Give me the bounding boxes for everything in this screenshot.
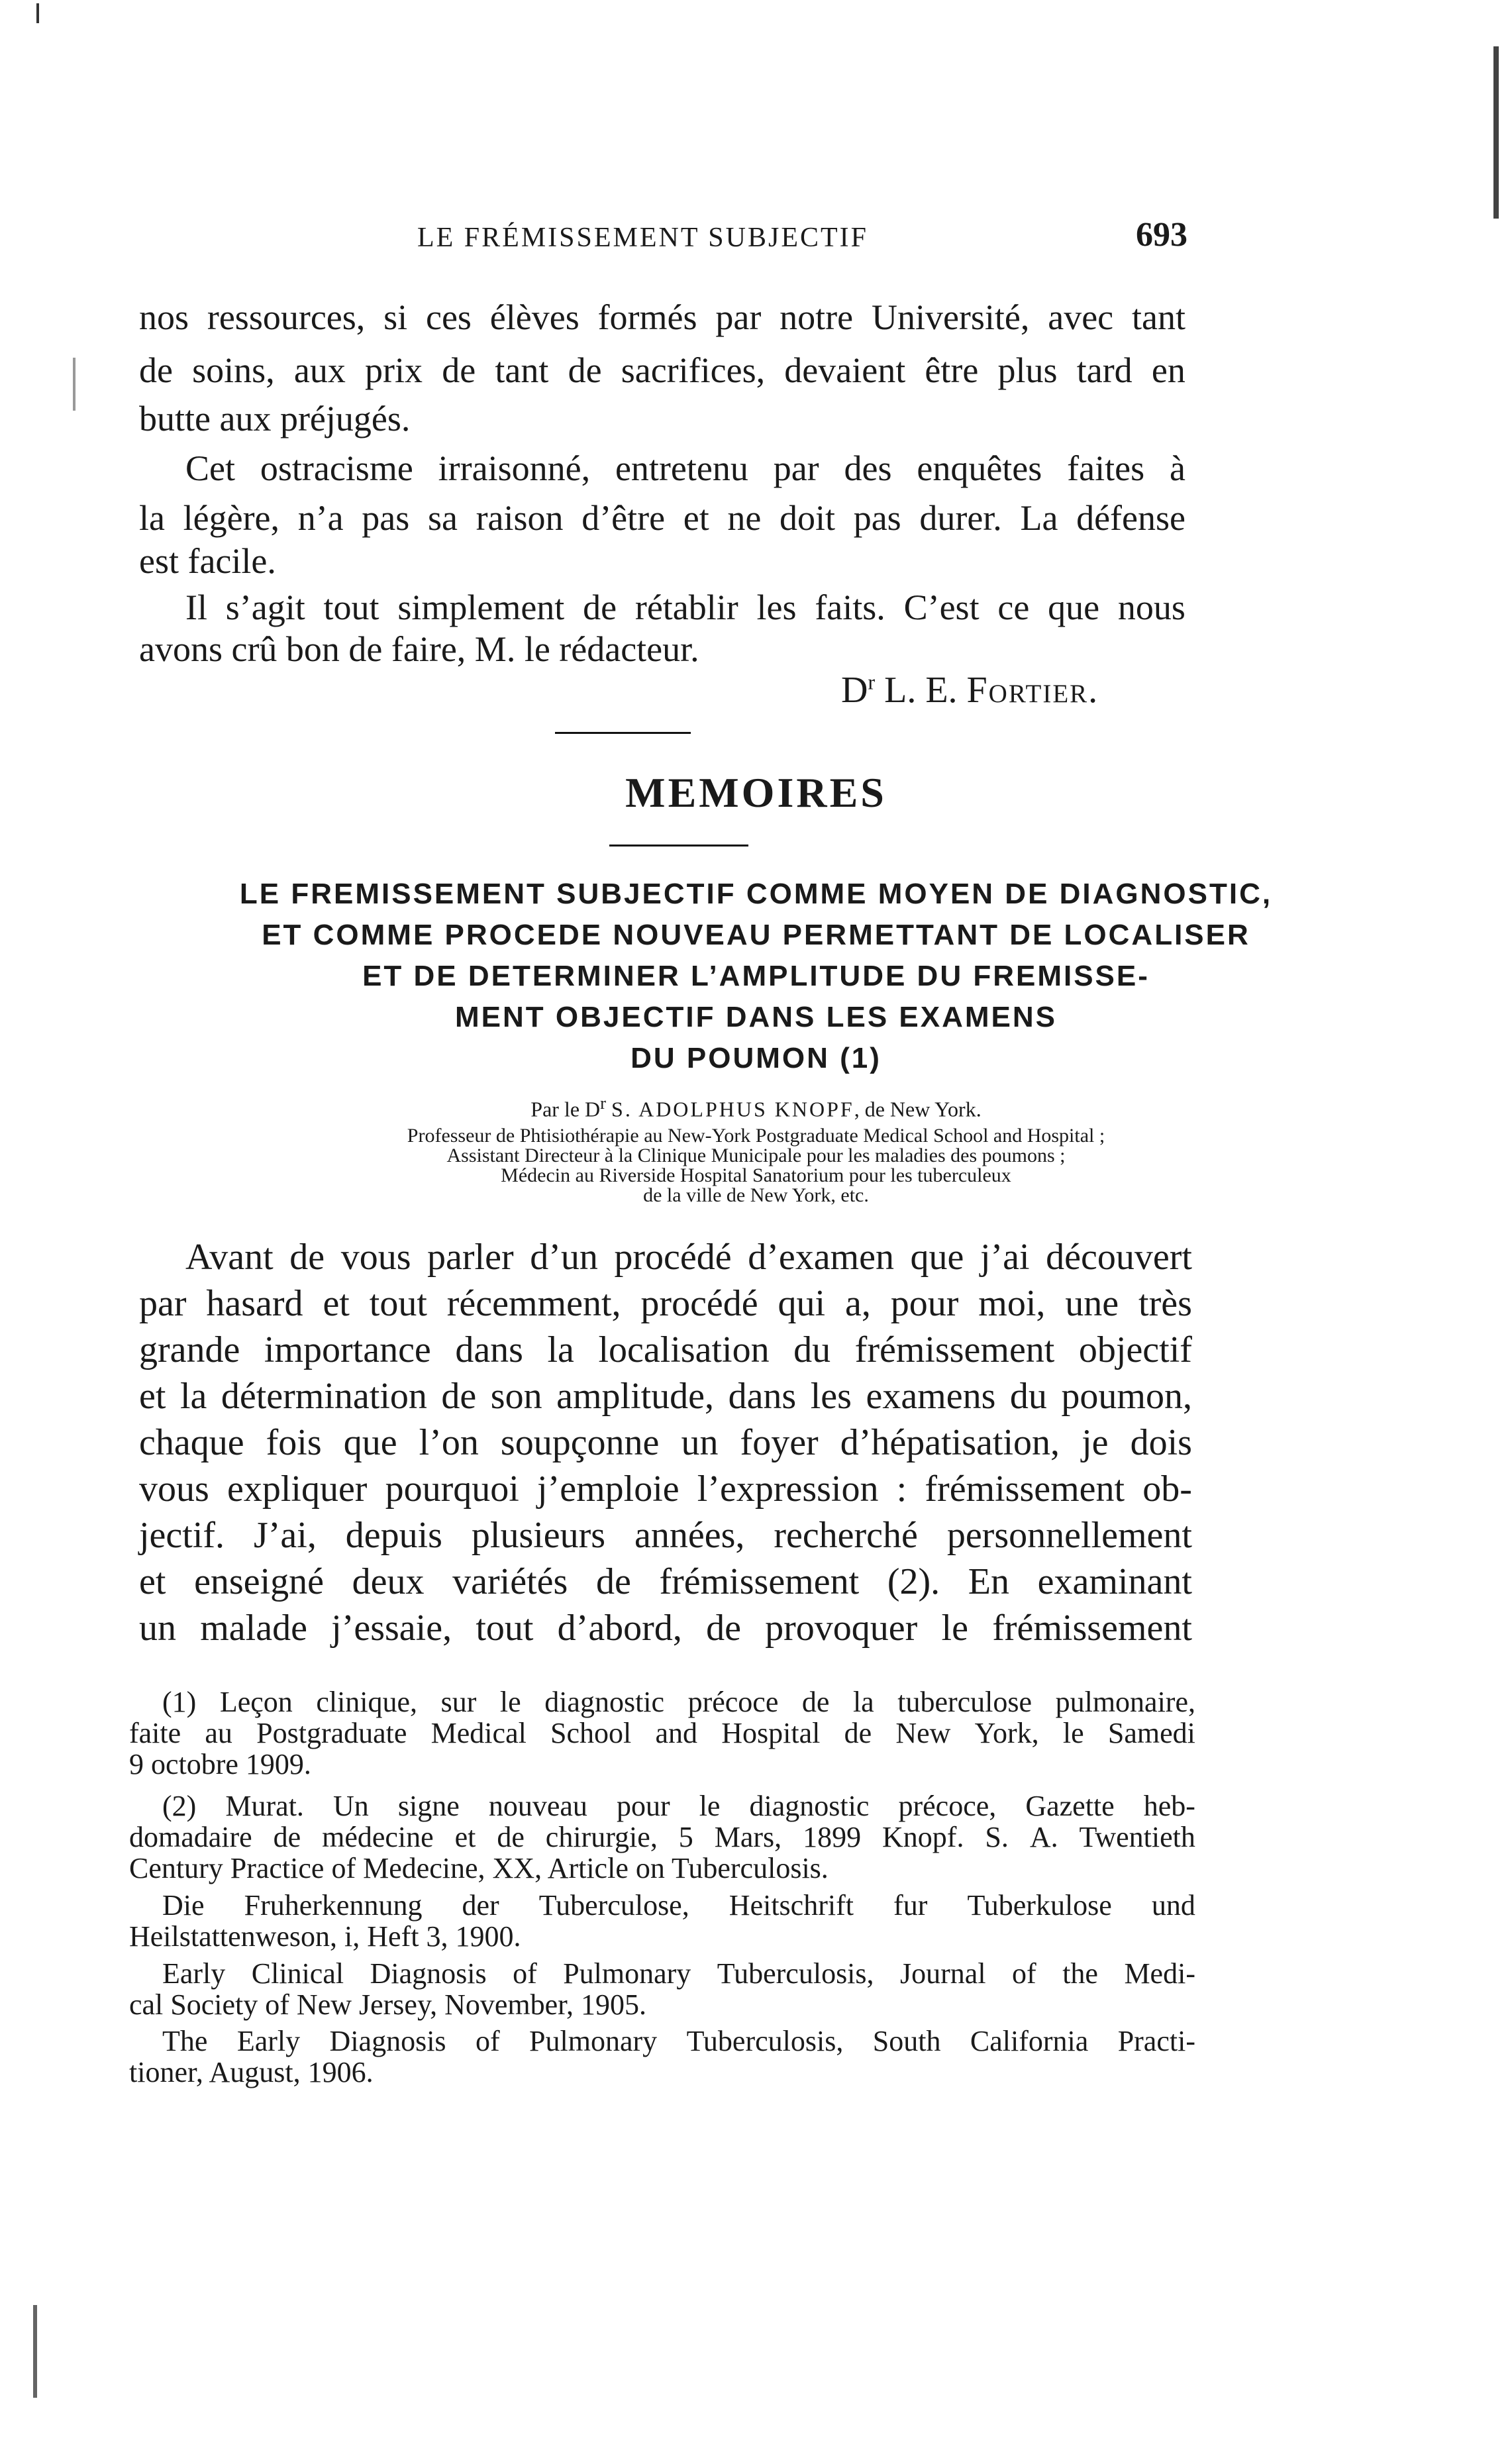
page-number: 693 — [1136, 216, 1187, 254]
running-title: LE FRÉMISSEMENT SUBJECTIF — [417, 223, 868, 253]
footnote-line: domadaire de médecine et de chirurgie, 5 Mars, 1899 Knopf. S. A. Twentieth — [129, 1821, 1195, 1853]
author-affiliation-line: de la ville de New York, etc. — [643, 1184, 869, 1206]
footnote-line: Heilstattenweson, i, Heft 3, 1900. — [129, 1920, 521, 1953]
body-line: chaque fois que l’on soupçonne un foyer d’hépatisation, je dois — [139, 1422, 1192, 1463]
body-line: jectif. J’ai, depuis plusieurs années, recherché personnellement — [139, 1515, 1192, 1556]
article-title-line: DU POUMON (1) — [630, 1042, 882, 1074]
signature-initials: L. E. — [884, 670, 958, 711]
footnote-line: Century Practice of Medecine, XX, Article on Tuberculosis. — [129, 1852, 829, 1884]
article-title-line: ET DE DETERMINER L’AMPLITUDE DU FREMISSE- — [362, 960, 1150, 992]
footnote-line: (2) Murat. Un signe nouveau pour le diagnostic précoce, Gazette heb- — [162, 1790, 1195, 1822]
article-title-line: LE FREMISSEMENT SUBJECTIF COMME MOYEN DE DIAGNOSTIC, — [239, 878, 1273, 910]
body-line: grande importance dans la localisation du frémissement objectif — [139, 1329, 1192, 1370]
article-title-line: ET COMME PROCEDE NOUVEAU PERMETTANT DE LOCALISER — [262, 919, 1250, 951]
author-affiliation-line: Professeur de Phtisiothérapie au New-York Postgraduate Medical School and Hospital ; — [407, 1125, 1105, 1147]
body-line: un malade j’essaie, tout d’abord, de provoquer le frémissement — [139, 1608, 1192, 1649]
body-line: Avant de vous parler d’un procédé d’examen que j’ai découvert — [185, 1237, 1192, 1278]
section-title: MEMOIRES — [625, 769, 887, 816]
letter-line: la légère, n’a pas sa raison d’être et ne doit pas durer. La défense — [139, 498, 1185, 538]
section-divider — [555, 732, 691, 734]
letter-line: est facile. — [139, 541, 276, 581]
scan-edge-artifact — [36, 3, 39, 23]
author-affiliation-line: Assistant Directeur à la Clinique Municipale pour les maladies des poumons ; — [446, 1145, 1066, 1166]
body-line: et enseigné deux variétés de frémissement (2). En examinant — [139, 1561, 1192, 1602]
signature-title-sup: r — [868, 670, 876, 694]
author-byline — [0, 1093, 1512, 1122]
letter-line: de soins, aux prix de tant de sacrifices, devaient être plus tard en — [139, 350, 1185, 390]
signature-surname: Fortier. — [966, 670, 1099, 711]
signature-title: D — [841, 670, 868, 711]
author-name: S. ADOLPHUS KNOPF — [611, 1097, 854, 1121]
footnote-line: 9 octobre 1909. — [129, 1748, 311, 1780]
footnote-line: cal Society of New Jersey, November, 1905. — [129, 1988, 647, 2021]
letter-line: Cet ostracisme irraisonné, entretenu par des enquêtes faites à — [185, 448, 1185, 488]
byline-prefix-sup: r — [600, 1093, 607, 1113]
body-line: et la détermination de son amplitude, dans les examens du poumon, — [139, 1376, 1192, 1417]
footnote-line: Early Clinical Diagnosis of Pulmonary Tuberculosis, Journal of the Medi- — [162, 1957, 1195, 1990]
letter-line: butte aux préjugés. — [139, 399, 411, 438]
title-divider — [609, 845, 748, 846]
article-title-line: MENT OBJECTIF DANS LES EXAMENS — [455, 1001, 1057, 1033]
body-line: par hasard et tout récemment, procédé qui a, pour moi, une très — [139, 1283, 1192, 1324]
author-affiliation-line: Médecin au Riverside Hospital Sanatorium pour les tuberculeux — [501, 1164, 1011, 1186]
letter-line: nos ressources, si ces élèves formés par notre Université, avec tant — [139, 297, 1185, 337]
letter-signature — [841, 669, 1099, 711]
scan-edge-artifact — [73, 358, 76, 411]
footnote-line: tioner, August, 1906. — [129, 2056, 374, 2088]
scan-edge-artifact — [1493, 46, 1499, 219]
letter-line: Il s’agit tout simplement de rétablir les faits. C’est ce que nous — [185, 588, 1185, 627]
letter-line: avons crû bon de faire, M. le rédacteur. — [139, 629, 699, 669]
byline-prefix: Par le D — [530, 1097, 601, 1121]
footnote-line: (1) Leçon clinique, sur le diagnostic précoce de la tuberculose pulmonaire, — [162, 1686, 1195, 1718]
footnote-line: faite au Postgraduate Medical School and Hospital de New York, le Samedi — [129, 1717, 1195, 1749]
footnote-line: Die Fruherkennung der Tuberculose, Heitschrift fur Tuberkulose und — [162, 1889, 1195, 1922]
footnote-line: The Early Diagnosis of Pulmonary Tuberculosis, South California Practi- — [162, 2025, 1195, 2057]
body-line: vous expliquer pourquoi j’emploie l’expression : frémissement ob- — [139, 1468, 1192, 1510]
author-place: , de New York. — [854, 1097, 982, 1121]
scan-edge-artifact — [33, 2305, 37, 2398]
